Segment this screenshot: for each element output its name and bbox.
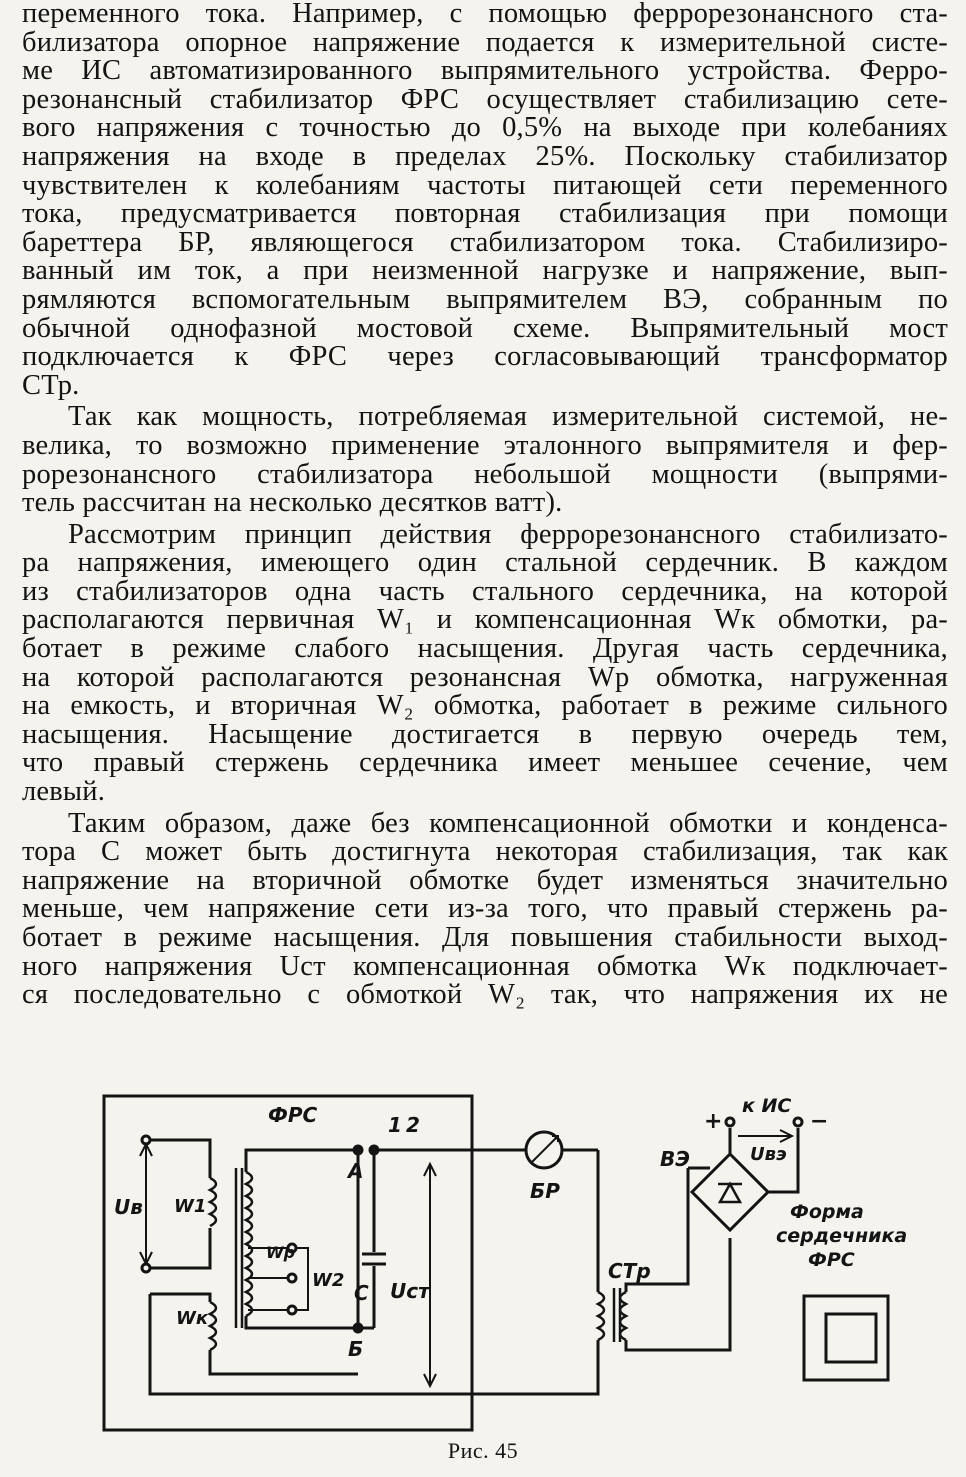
label-w2: W2: [312, 1270, 345, 1291]
text-line: Рассмотрим принцип действия феррорезонансного стабилизато-: [68, 518, 948, 550]
text-line: билизатора опорное напряжение подается к измерительной систе-: [22, 26, 948, 58]
paragraph: [22, 807, 948, 1011]
text-line: вого напряжения с точностью до 0,5% на выходе при колебаниях: [22, 112, 948, 144]
text-line: на емкость, и вторичная W₂ обмотка, работает в режиме сильного: [22, 690, 948, 722]
label-w1: W1: [174, 1196, 207, 1217]
label-point-1: 1: [388, 1113, 402, 1137]
label-c: С: [354, 1281, 369, 1305]
wp-w2-winding: [246, 1172, 252, 1316]
label-u-ve: Uвэ: [750, 1144, 787, 1165]
output-plus-terminal: [726, 1118, 734, 1126]
paragraph: [22, 0, 948, 400]
label-k-is: к ИС: [742, 1095, 792, 1117]
text-line: обычной однофазной мостовой схеме. Выпрямительный мост: [22, 312, 948, 344]
text-line: левый.: [22, 776, 106, 808]
text-line: напряжения на входе в пределах 25%. Поскольку стабилизатор: [22, 140, 948, 172]
circuit-figure: [90, 1088, 960, 1448]
circuit-diagram: [90, 1088, 960, 1448]
text-line: меньше, чем напряжение сети из-за того, что правый стержень ра-: [22, 893, 948, 925]
label-point-a: А: [348, 1159, 364, 1183]
text-line: резонансный стабилизатор ФРС осуществляет стабилизацию сете-: [22, 83, 948, 115]
label-frs: ФРС: [268, 1103, 318, 1127]
label-minus: −: [810, 1109, 829, 1134]
text-line: тель рассчитан на несколько десятков ватт).: [22, 487, 563, 519]
label-str: СТр: [608, 1259, 651, 1283]
label-br: БР: [530, 1179, 560, 1203]
text-line: велика, то возможно применение эталонного выпрямителя и фер-: [22, 429, 948, 461]
text-line: бареттера БР, являющегося стабилизатором тока. Стабилизиро-: [22, 226, 948, 258]
label-u-in: Uв: [114, 1195, 143, 1219]
ctr-primary: [598, 1292, 604, 1340]
body-text: [22, 0, 948, 1010]
text-line: что правый стержень сердечника имеет меньшее сечение, чем: [22, 747, 948, 779]
text-line: на которой располагаются резонансная Wр обмотка, нагруженная: [22, 661, 948, 693]
text-line: Таким образом, даже без компенсационной обмотки и конденса-: [68, 807, 948, 839]
label-u-st: Uст: [390, 1279, 430, 1303]
text-line: располагаются первичная W₁ и компенсационная Wк обмотки, ра-: [22, 604, 948, 636]
text-line: из стабилизаторов одна часть стального сердечника, на которой: [22, 575, 948, 607]
w1-winding: [210, 1178, 216, 1226]
text-line: насыщения. Насыщение достигается в первую очередь тем,: [22, 718, 948, 750]
text-line: Так как мощность, потребляемая измерительной системой, не-: [68, 401, 948, 433]
text-line: ме ИС автоматизированного выпрямительного устройства. Ферро-: [22, 55, 948, 87]
label-point-2: 2: [406, 1113, 420, 1137]
label-core-shape: Форма сердечника ФРС: [776, 1201, 908, 1271]
paragraph: [22, 403, 948, 517]
core-shape-window: [826, 1314, 876, 1362]
text-line: тора С может быть достигнута некоторая стабилизация, так как: [22, 836, 948, 868]
text-line: ра напряжения, имеющего один стальной сердечник. В каждом: [22, 547, 948, 579]
text-line: рямляются вспомогательным выпрямителем ВЭ, собранным по: [22, 283, 948, 315]
label-point-b: Б: [348, 1337, 364, 1361]
text-line: напряжение на вторичной обмотке будет изменяться значительно: [22, 864, 948, 896]
frs-enclosure: [104, 1096, 472, 1430]
label-wp: Wр: [266, 1243, 296, 1262]
paragraph: [22, 518, 948, 808]
text-line: ного напряжения Uст компенсационная обмотка Wк подключает-: [22, 950, 948, 982]
label-wk: Wк: [176, 1308, 209, 1329]
text-line: рорезонансного стабилизатора небольшой мощности (выпрями-: [22, 458, 948, 490]
text-line: СТр.: [22, 369, 80, 401]
text-line: подключается к ФРС через согласовывающий трансформатор: [22, 341, 948, 373]
text-line: ботает в режиме слабого насыщения. Другая часть сердечника,: [22, 633, 948, 665]
text-line: переменного тока. Например, с помощью феррорезонансного ста-: [22, 0, 948, 29]
text-line: тока, предусматривается повторная стабилизация при помощи: [22, 198, 948, 230]
figure-caption: Рис. 45: [447, 1438, 519, 1463]
text-line: ся последовательно с обмоткой W₂ так, что напряжения их не: [22, 979, 948, 1011]
wk-winding: [210, 1302, 216, 1350]
text-line: чувствителен к колебаниям частоты питающей сети переменного: [22, 169, 948, 201]
text-line: ботает в режиме насыщения. Для повышения стабильности выход-: [22, 922, 948, 953]
diode-bridge: [692, 1154, 768, 1230]
output-minus-terminal: [794, 1118, 802, 1126]
label-ve: ВЭ: [660, 1147, 690, 1171]
label-plus: +: [704, 1109, 723, 1134]
text-line: ванный им ток, а при неизменной нагрузке и напряжение, вып-: [22, 255, 948, 287]
